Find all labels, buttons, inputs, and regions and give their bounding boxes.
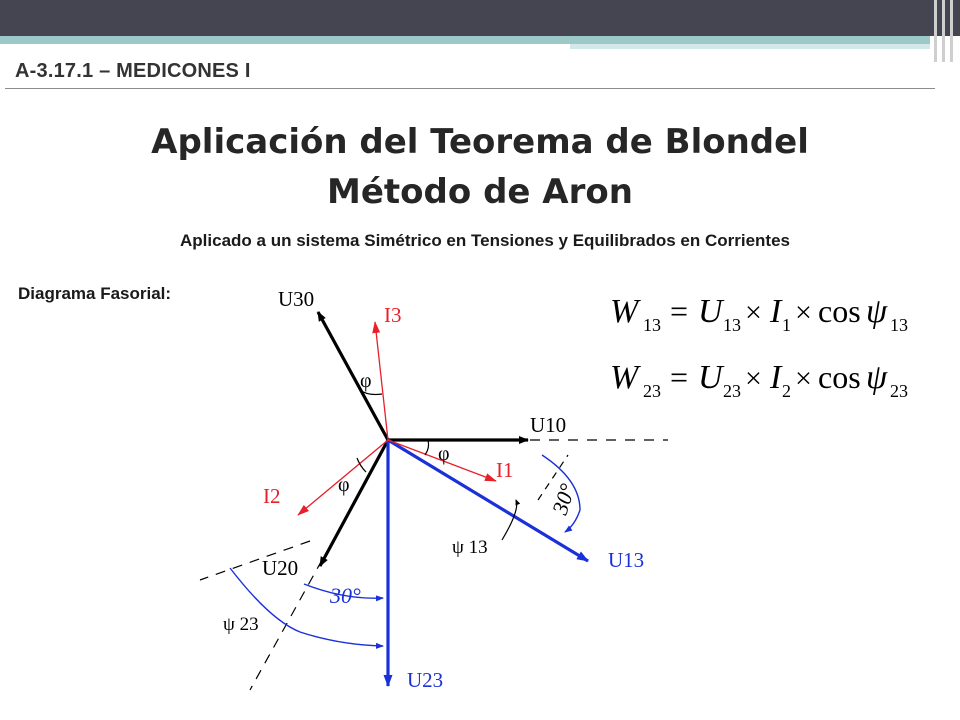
svg-text:×: ×: [745, 296, 762, 329]
u10-label: U10: [530, 413, 567, 437]
svg-text:13: 13: [723, 315, 741, 335]
section-title: A-3.17.1 – MEDICONES I: [15, 60, 251, 82]
svg-text:1: 1: [782, 315, 791, 335]
u30-label: U30: [278, 287, 315, 311]
svg-text:13: 13: [643, 315, 661, 335]
svg-text:×: ×: [745, 362, 762, 395]
slide-title-line-2: Método de Aron: [327, 172, 633, 212]
u30-phasor: [318, 312, 388, 440]
i2-label: I2: [263, 484, 281, 508]
svg-text:cos: cos: [818, 359, 861, 395]
svg-text:13: 13: [890, 315, 908, 335]
angle30-label-u23: 30°: [330, 583, 361, 608]
phi-arc-2: [425, 440, 429, 455]
svg-text:W: W: [610, 359, 639, 396]
svg-text:W: W: [610, 293, 639, 330]
svg-text:2: 2: [782, 381, 791, 401]
svg-text:U: U: [698, 359, 723, 396]
svg-text:I: I: [770, 293, 782, 330]
svg-text:23: 23: [643, 381, 661, 401]
u23-label: U23: [407, 668, 444, 692]
phi-label-2: φ: [438, 443, 450, 465]
i1-label: I1: [496, 458, 514, 482]
svg-text:ψ: ψ: [866, 293, 888, 330]
svg-text:ψ: ψ: [866, 359, 888, 396]
slide-subtitle: Aplicado a un sistema Simétrico en Tensiones y Equilibrados en Corrientes: [180, 231, 790, 250]
psi13-label: ψ 13: [452, 537, 488, 558]
i3-label: I3: [384, 303, 402, 327]
u20-label: U20: [262, 556, 299, 580]
svg-text:U: U: [698, 293, 723, 330]
svg-text:×: ×: [795, 362, 812, 395]
diagram-label: Diagrama Fasorial:: [18, 284, 172, 303]
equation-w23: [610, 359, 908, 401]
svg-text:cos: cos: [818, 293, 861, 329]
u13-label: U13: [608, 548, 645, 572]
psi13-arc: [502, 500, 517, 540]
svg-text:23: 23: [890, 381, 908, 401]
phi-label-3: φ: [338, 474, 350, 496]
angle30-label-u13: 30°: [546, 480, 581, 518]
svg-text:=: =: [670, 293, 689, 329]
psi23-label: ψ 23: [223, 614, 259, 635]
slide-title-line-1: Aplicación del Teorema de Blondel: [151, 122, 809, 162]
equation-w13: [610, 293, 908, 335]
equations: [590, 280, 930, 410]
svg-text:×: ×: [795, 296, 812, 329]
svg-text:I: I: [770, 359, 782, 396]
svg-text:=: =: [670, 359, 689, 395]
phi-label-1: φ: [360, 370, 372, 392]
svg-text:23: 23: [723, 381, 741, 401]
u20-phasor: [320, 440, 388, 566]
